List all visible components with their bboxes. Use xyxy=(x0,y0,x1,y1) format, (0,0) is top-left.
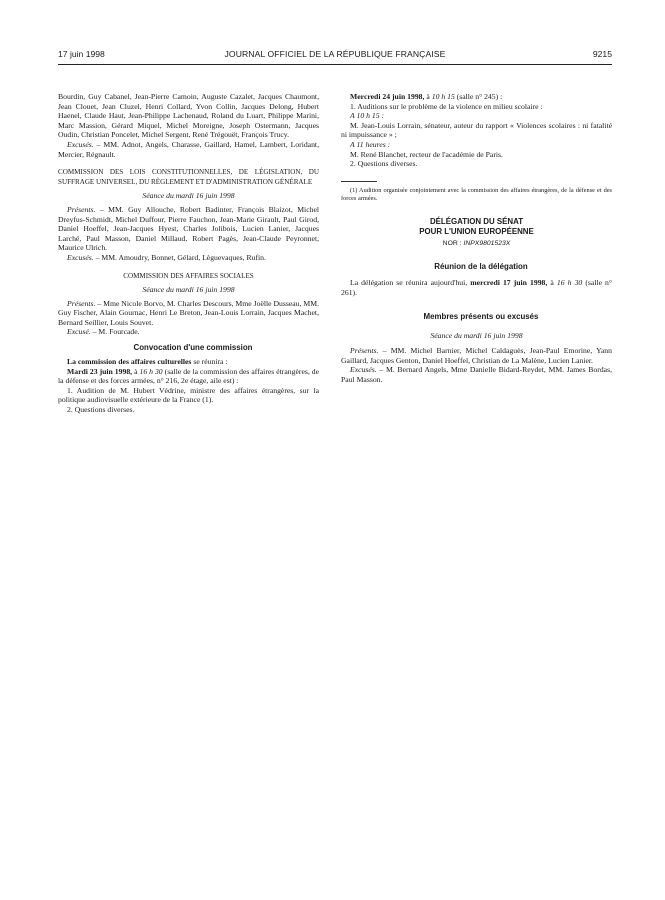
header-date: 17 juin 1998 xyxy=(58,49,105,59)
presents-names: – MM. Guy Allouche, Robert Badinter, François Blaizot, Michel Dreyfus-Schmidt, Michel Duffour, Pierre Fauchon, Jean-Marie Girault, Paul Girod, Daniel Hoeffel, Jean-Jacques Hyest, Charles Jolibois, Lucien Lanier, Jacques Larché, Paul Masson, Daniel Millaud, Robert Pagès, Jean-Claude Peyronnet, Maurice Ulrich. xyxy=(58,204,319,253)
convocation-verb: se réunira : xyxy=(191,357,228,367)
footnote-rule xyxy=(341,181,377,182)
agenda-item-1: 1. Audition de M. Hubert Védrine, ministre des affaires étrangères, sur la politique audiovisuelle extérieure de la France (1). xyxy=(58,385,319,405)
delegation-title-line2: POUR L'UNION EUROPÉENNE xyxy=(419,226,534,236)
commission-lois-heading: COMMISSION DES LOIS CONSTITUTIONNELLES, DE LÉGISLATION, DU SUFFRAGE UNIVERSEL, DU RÈGLEMENT ET D'ADMINISTRATION GÉNÉRALE xyxy=(58,168,319,186)
seance-delegation: Séance du mardi 16 juin 1998 xyxy=(430,330,523,340)
meeting-date: Mardi 23 juin 1998, xyxy=(67,366,133,376)
time-slot-2: A 11 heures : xyxy=(350,139,391,149)
reunion-heading: Réunion de la délégation xyxy=(434,262,528,272)
excuses-label: Excusés. xyxy=(67,252,94,262)
excuses-delegation xyxy=(341,365,612,384)
meeting-location: (salle n° 245) : xyxy=(454,92,503,101)
reunion-time: 16 h 30 xyxy=(556,278,583,288)
meeting-time: 10 h 15 xyxy=(431,92,455,101)
meeting-time: 16 h 30 xyxy=(139,366,163,376)
presents-label: Présents. xyxy=(67,204,96,214)
date-connector: à xyxy=(132,366,140,376)
convocation-date xyxy=(58,367,319,386)
meeting-date: Mercredi 24 juin 1998, xyxy=(350,92,425,101)
presents-names: – Mme Nicole Borvo, M. Charles Descours, Mme Joëlle Dusseau, MM. Guy Fischer, Alain Gournac, Henri Le Breton, Jean-Louis Lorrain, Jacques Machet, Bernard Seillier, Louis Souvet. xyxy=(58,298,319,327)
session-date xyxy=(341,92,612,102)
agenda-item-2: 2. Questions diverses. xyxy=(350,159,418,169)
audition-2: M. René Blanchet, recteur de l'académie de Paris. xyxy=(350,149,503,159)
left-column xyxy=(58,92,319,415)
delegation-heading xyxy=(341,217,612,237)
agenda-item-1: 1. Auditions sur le problème de la violence en milieu scolaire : xyxy=(350,101,543,111)
excuses-finances xyxy=(58,140,319,159)
presents-delegation xyxy=(341,346,612,365)
excuses-lois xyxy=(58,253,319,263)
seance-lois: Séance du mardi 16 juin 1998 xyxy=(142,191,235,201)
header-rule xyxy=(58,64,612,65)
membres-heading: Membres présents ou excusés xyxy=(423,311,539,321)
presents-sociales xyxy=(58,299,319,328)
date-connector: à xyxy=(547,278,557,288)
time-slot-1: A 10 h 15 : xyxy=(350,111,385,121)
excuse-sociales xyxy=(58,327,319,337)
footnote: (1) Audition organisée conjointement avec la commission des affaires étrangères, de la défense et des forces armées. xyxy=(341,186,612,202)
reunion-text xyxy=(341,278,612,297)
convocation-heading: Convocation d'une commission xyxy=(133,343,253,353)
excuses-names: – MM. Amoudry, Bonnet, Gélard, Lèguevaques, Rufin. xyxy=(93,252,266,262)
excuse-label: Excusé. xyxy=(67,327,91,337)
meeting-location: (salle de la commission des affaires étrangères, de la défense et des forces armées, n° 216, 2e étage, aile est) : xyxy=(58,366,320,386)
reunion-intro: La délégation se réunira aujourd'hui, xyxy=(350,278,471,288)
journal-title: JOURNAL OFFICIEL DE LA RÉPUBLIQUE FRANÇAISE xyxy=(224,49,446,59)
audition-1: M. Jean-Louis Lorrain, sénateur, auteur du rapport « Violences scolaires : ni fatalité ni impuissance » ; xyxy=(341,120,612,140)
excuses-label: Excusés. xyxy=(67,139,94,149)
presents-lois xyxy=(58,205,319,253)
excuses-names: – M. Bernard Angels, Mme Danielle Bidard-Reydet, MM. James Bordas, Paul Masson. xyxy=(341,365,612,384)
page-number: 9215 xyxy=(592,49,612,59)
seance-sociales: Séance du mardi 16 juin 1998 xyxy=(142,285,235,295)
nor-reference xyxy=(341,239,612,249)
page-header xyxy=(58,49,612,63)
date-connector: à xyxy=(424,92,432,101)
nor-label: NOR : xyxy=(442,239,464,247)
commission-name: La commission des affaires culturelles xyxy=(67,357,192,367)
presents-names: – MM. Michel Barnier, Michel Caldaguès, Jean-Paul Emorine, Yann Gaillard, Jacques Genton, Daniel Hoeffel, Christian de La Malène, Lucien Lanier. xyxy=(341,346,612,365)
convocation-intro xyxy=(58,357,319,367)
presents-label: Présents. xyxy=(67,298,96,308)
agenda-item-2: 2. Questions diverses. xyxy=(67,405,135,415)
reunion-location: (salle n° 261). xyxy=(341,278,612,297)
right-column xyxy=(341,92,612,385)
commission-sociales-heading: COMMISSION DES AFFAIRES SOCIALES xyxy=(123,271,254,280)
delegation-title-line1: DÉLÉGATION DU SÉNAT xyxy=(429,216,524,226)
excuses-names: – MM. Adnot, Angels, Charasse, Gaillard, Hamel, Lambert, Loridant, Mercier, Régnault. xyxy=(58,139,319,159)
reunion-date: mercredi 17 juin 1998, xyxy=(470,278,548,288)
nor-code: INPX9801523X xyxy=(463,239,511,247)
presents-label: Présents. xyxy=(350,346,379,356)
excuse-names: – M. Fourcade. xyxy=(90,327,140,337)
excuses-label: Excusés. xyxy=(350,365,377,375)
member-list: Bourdin, Guy Cabanel, Jean-Pierre Camoin, Auguste Cazalet, Jacques Chaumont, Jean Clouet, Jean Cluzel, Henri Collard, Yvon Collin, Jacques Delong, Hubert Haenel, Claude Haut, Jean-Philippe Lachenaud, Roland du Luart, Philippe Marini, Marc Massion, Gérard Miquel, Michel Moreigne, Joseph Ostermann, Jacques Oudin, Christian Poncelet, Michel Sergent, René Trégouët, François Trucy. xyxy=(58,92,319,140)
